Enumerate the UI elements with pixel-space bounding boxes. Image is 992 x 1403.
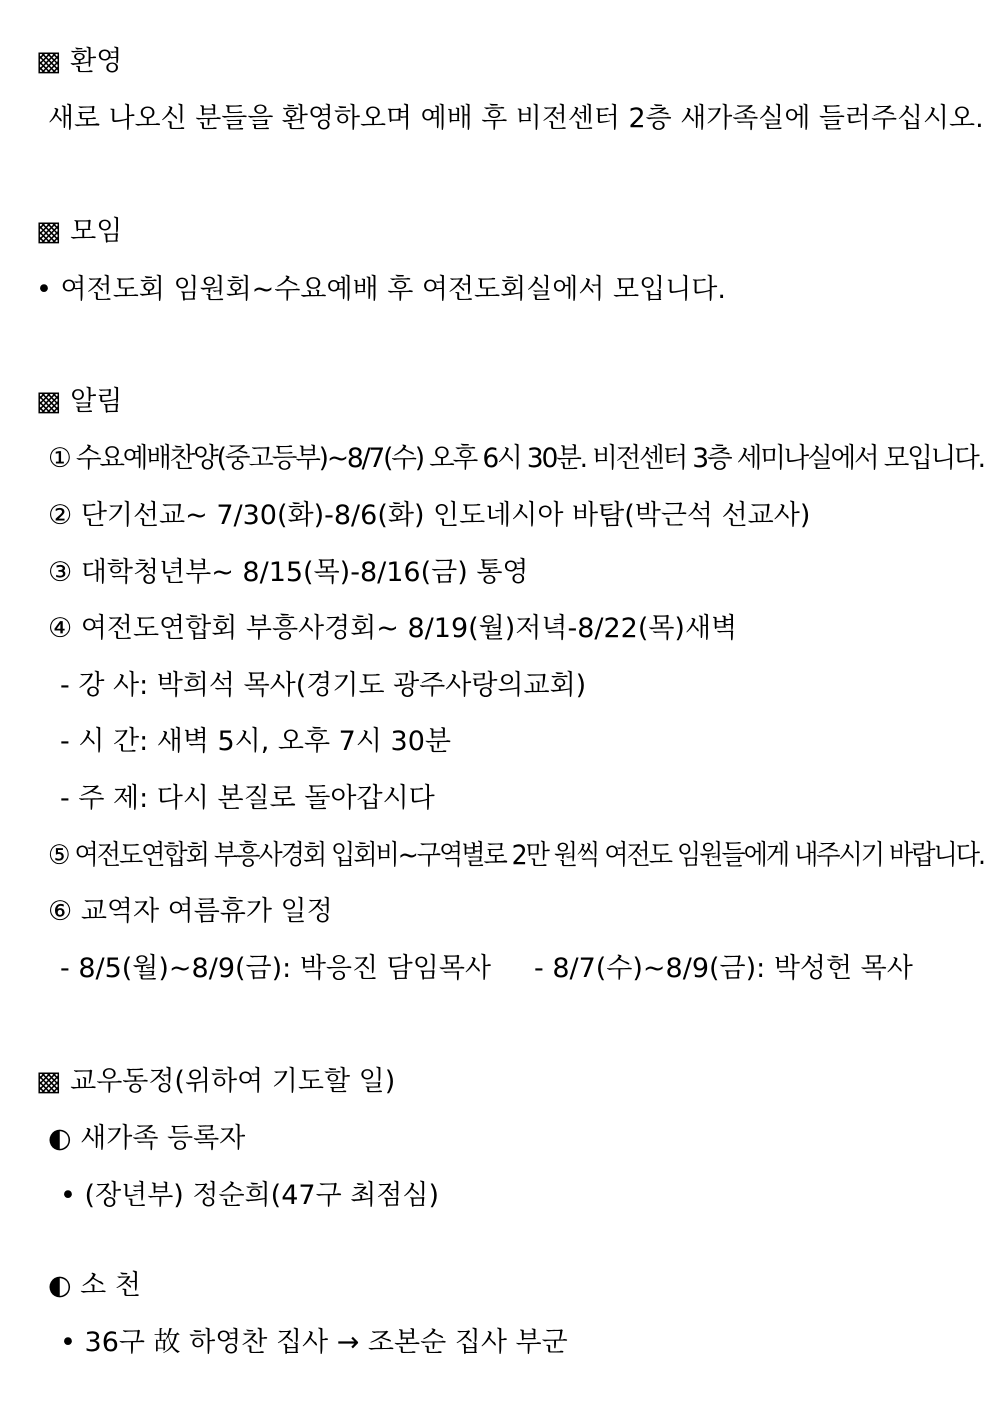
notice-text: 단기선교~ 7/30(화)-8/6(화) 인도네시아 바탐(박근석 선교사) [80,500,811,531]
welcome-heading-text: 환영 [70,46,123,77]
notice-item [48,611,737,647]
new-family-item-text: (장년부) 정순희(47구 최점심) [84,1180,440,1211]
square-marker-icon: ▩ [36,1066,62,1097]
meeting-heading-text: 모임 [70,216,123,247]
notice-item [48,894,333,930]
bullet-icon: • [60,1327,76,1358]
notice-text: 교역자 여름휴가 일정 [80,896,333,927]
notice-item [48,838,984,874]
square-marker-icon: ▩ [36,46,62,77]
bullet-icon: • [60,1180,76,1211]
square-marker-icon: ▩ [36,216,62,247]
fellowship-heading-text: 교우동정(위하여 기도할 일) [70,1066,396,1097]
meeting-item-text: 여전도회 임원회~수요예배 후 여전도회실에서 모입니다. [60,274,726,305]
notice-item [48,555,528,591]
circled-number: ③ [48,557,73,588]
half-circle-icon: ◐ [48,1270,72,1301]
funeral-title-text: 소 천 [80,1270,141,1301]
vacation-pastor: - 8/7(수)~8/9(금): 박성헌 목사 [534,953,913,984]
new-family-title [48,1121,245,1157]
new-family-item [60,1178,439,1214]
half-circle-icon: ◐ [48,1123,72,1154]
notice-text: 여전도연합회 부흥사경회 입회비~구역별로 2만 원씩 여전도 임원들에게 내주시기 바랍니다. [74,840,984,871]
new-family-title-text: 새가족 등록자 [80,1123,246,1154]
circled-number: ② [48,500,73,531]
notice-item [48,441,984,477]
circled-number: ⑤ [48,840,69,871]
circled-number: ⑥ [48,896,73,927]
notice-text: 대학청년부~ 8/15(목)-8/16(금) 통영 [80,557,529,588]
welcome-heading [36,44,122,80]
funeral-title [48,1268,141,1304]
circled-number: ① [48,443,70,474]
fellowship-heading [36,1064,395,1100]
welcome-text: 새로 나오신 분들을 환영하오며 예배 후 비전센터 2층 새가족실에 들러주십시오. [48,103,984,134]
funeral-item-text: 36구 故 하영찬 집사 → 조본순 집사 부군 [84,1327,568,1358]
square-marker-icon: ▩ [36,386,62,417]
meeting-heading [36,214,122,250]
vacation-senior-pastor: - 8/5(월)~8/9(금): 박응진 담임목사 [60,953,491,984]
notice-item [48,498,810,534]
notice-text: 수요예배찬양(중고등부)~8/7(수) 오후 6시 30분. 비전센터 3층 세미나실에서 모입니다. [75,443,984,474]
meeting-item [36,272,726,308]
revival-time: - 시 간: 새벽 5시, 오후 7시 30분 [60,726,451,757]
circled-number: ④ [48,613,73,644]
notice-text: 여전도연합회 부흥사경회~ 8/19(월)저녁-8/22(목)새벽 [80,613,738,644]
notices-heading-text: 알림 [70,386,123,417]
revival-speaker: - 강 사: 박희석 목사(경기도 광주사랑의교회) [60,670,587,701]
revival-theme: - 주 제: 다시 본질로 돌아갑시다 [60,783,435,814]
bullet-icon: • [36,274,52,305]
notices-heading [36,384,122,420]
funeral-item [60,1325,568,1361]
